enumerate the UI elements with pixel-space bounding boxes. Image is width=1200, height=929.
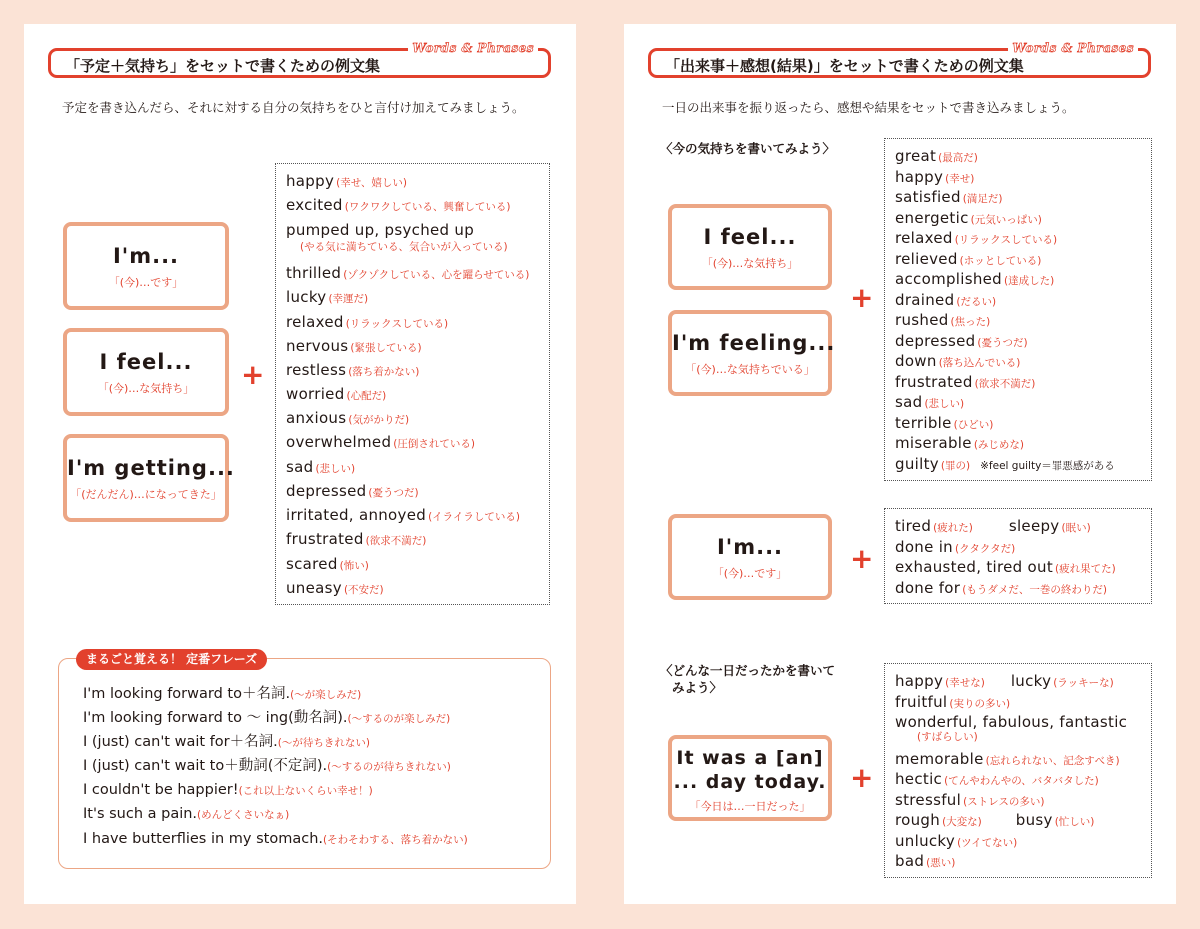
vocab-item: frustrated (欲求不満だ)	[895, 373, 1036, 391]
vocab-item: lucky (幸運だ)	[286, 288, 369, 306]
vocab-item: wonderful, fabulous, fantastic	[895, 713, 1128, 731]
vocab-item: happy (幸せな) lucky (ラッキーな)	[895, 672, 1114, 690]
vocab-item: energetic (元気いっぱい)	[895, 209, 1042, 227]
starter-en: It was a [an]	[676, 747, 824, 769]
right-title: 「出来事＋感想(結果)」をセットで書くための例文集	[665, 57, 1024, 75]
vocab-item: excited (ワクワクしている、興奮している)	[286, 196, 511, 214]
starter-en: I'm feeling...	[672, 331, 836, 355]
guilty-note: ※feel guilty＝罪悪感がある	[980, 460, 1115, 472]
vocab-item: done in (クタクタだ)	[895, 538, 1016, 556]
plus-icon: +	[850, 542, 874, 575]
right-vocab-box-1	[884, 138, 1152, 481]
phrase-item: I couldn't be happier!(これ以上ないくらい幸せ！)	[83, 782, 373, 798]
vocab-item: guilty (罪の) ※feel guilty＝罪悪感がある	[895, 455, 1115, 473]
starter-ja: 「(今)…な気持ちでいる」	[685, 363, 815, 376]
phrase-item: I'm looking forward to＋名詞.(〜が楽しみだ)	[83, 686, 362, 702]
starter-en: ... day today.	[673, 771, 827, 793]
vocab-note: (すばらしい)	[917, 731, 978, 743]
phrase-item: I'm looking forward to 〜 ing(動名詞).(〜するのが楽しみだ)	[83, 710, 451, 726]
vocab-item: relieved (ホッとしている)	[895, 250, 1042, 268]
vocab-item: unlucky (ツイてない)	[895, 832, 1018, 850]
starter-it-was-a-day	[668, 735, 832, 821]
starter-im	[63, 222, 229, 310]
vocab-item: relaxed (リラックスしている)	[895, 229, 1058, 247]
vocab-item: sad (悲しい)	[286, 458, 356, 476]
vocab-item: down (落ち込んでいる)	[895, 352, 1021, 370]
vocab-item: irritated, annoyed (イライラしている)	[286, 506, 520, 524]
vocab-item: worried (心配だ)	[286, 385, 387, 403]
starter-im-feeling	[668, 310, 836, 396]
left-intro: 予定を書き込んだら、それに対する自分の気持ちをひと言付け加えてみましょう。	[62, 100, 525, 115]
plus-icon: +	[850, 281, 874, 314]
phrase-item: I (just) can't wait for＋名詞.(〜が待ちきれない)	[83, 734, 370, 750]
starter-ja: 「(今)…な気持ち」	[97, 382, 195, 395]
phrase-item: It's such a pain.(めんどくさいなぁ)	[83, 806, 290, 822]
left-vocab-box	[275, 163, 550, 605]
starter-en: I'm...	[112, 244, 180, 268]
starter-ja: 「(今)…です」	[108, 276, 184, 289]
vocab-item: pumped up, psyched up	[286, 221, 475, 239]
vocab-item: memorable (忘れられない、記念すべき)	[895, 750, 1120, 768]
right-title-box	[648, 41, 1151, 78]
vocab-item: stressful (ストレスの多い)	[895, 791, 1045, 809]
vocab-item: sad (悲しい)	[895, 393, 965, 411]
vocab-item: drained (だるい)	[895, 291, 997, 309]
starter-im	[668, 514, 832, 600]
vocab-item: scared (怖い)	[286, 555, 369, 573]
vocab-item: accomplished (達成した)	[895, 270, 1055, 288]
starter-ja: 「今日は…一日だった」	[689, 800, 811, 813]
phrases-tag: まるごと覚える！ 定番フレーズ	[76, 649, 267, 670]
left-title-box	[48, 41, 551, 78]
left-page	[24, 24, 576, 904]
vocab-item: thrilled (ゾクゾクしている、心を躍らせている)	[286, 264, 530, 282]
vocab-item: frustrated (欲求不満だ)	[286, 530, 427, 548]
starter-im-getting	[63, 434, 235, 522]
starter-ja: 「(今)…な気持ち」	[701, 257, 799, 270]
starter-i-feel	[63, 328, 229, 416]
starter-ja: 「(今)…です」	[712, 567, 788, 580]
vocab-item: rushed (焦った)	[895, 311, 991, 329]
vocab-note: (やる気に満ちている、気合いが入っている)	[300, 241, 508, 253]
vocab-item: bad (悪い)	[895, 852, 956, 870]
vocab-item: overwhelmed (圧倒されている)	[286, 433, 475, 451]
vocab-item: relaxed (リラックスしている)	[286, 313, 449, 331]
vocab-item: rough (大変な) busy (忙しい)	[895, 811, 1095, 829]
starter-en: I feel...	[99, 350, 193, 374]
right-vocab-box-3	[884, 663, 1152, 878]
words-phrases-tag: Words & Phrases	[408, 41, 538, 55]
vocab-item: restless (落ち着かない)	[286, 361, 420, 379]
left-title: 「予定＋気持ち」をセットで書くための例文集	[65, 57, 381, 75]
vocab-item: done for (もうダメだ、一巻の終わりだ)	[895, 579, 1107, 597]
vocab-item: terrible (ひどい)	[895, 414, 994, 432]
right-intro: 一日の出来事を振り返ったら、感想や結果をセットで書き込みましょう。	[662, 100, 1075, 115]
phrase-item: I (just) can't wait to＋動詞(不定詞).(〜するのが待ちきれない)	[83, 758, 451, 774]
words-phrases-tag: Words & Phrases	[1008, 41, 1138, 55]
phrase-item: I have butterflies in my stomach.(そわそわする、落ち着かない)	[83, 831, 468, 847]
starter-en: I feel...	[703, 225, 797, 249]
vocab-item: anxious (気がかりだ)	[286, 409, 410, 427]
right-page	[624, 24, 1176, 904]
vocab-item: exhausted, tired out (疲れ果てた)	[895, 558, 1116, 576]
vocab-item: hectic (てんやわんやの、バタバタした)	[895, 770, 1099, 788]
section-label-now: 〈今の気持ちを書いてみよう〉	[660, 141, 836, 156]
vocab-item: nervous (緊張している)	[286, 337, 422, 355]
vocab-item: happy (幸せ)	[895, 168, 975, 186]
plus-icon: +	[241, 358, 265, 391]
vocab-item: tired (疲れた) sleepy (眠い)	[895, 517, 1091, 535]
plus-icon: +	[850, 761, 874, 794]
vocab-item: depressed (憂うつだ)	[895, 332, 1028, 350]
section-label-day: 〈どんな一日だったかを書いて みよう〉	[660, 663, 836, 695]
vocab-item: miserable (みじめな)	[895, 434, 1025, 452]
vocab-item: uneasy (不安だ)	[286, 579, 384, 597]
vocab-item: happy (幸せ、嬉しい)	[286, 172, 408, 190]
starter-i-feel	[668, 204, 832, 290]
vocab-item: great (最高だ)	[895, 147, 978, 165]
starter-en: I'm getting...	[67, 456, 235, 480]
starter-en: I'm...	[716, 535, 784, 559]
right-vocab-box-2	[884, 508, 1152, 604]
vocab-item: depressed (憂うつだ)	[286, 482, 419, 500]
starter-ja: 「(だんだん)…になってきた」	[70, 488, 222, 501]
vocab-item: satisfied (満足だ)	[895, 188, 1003, 206]
vocab-item: fruitful (実りの多い)	[895, 693, 1011, 711]
